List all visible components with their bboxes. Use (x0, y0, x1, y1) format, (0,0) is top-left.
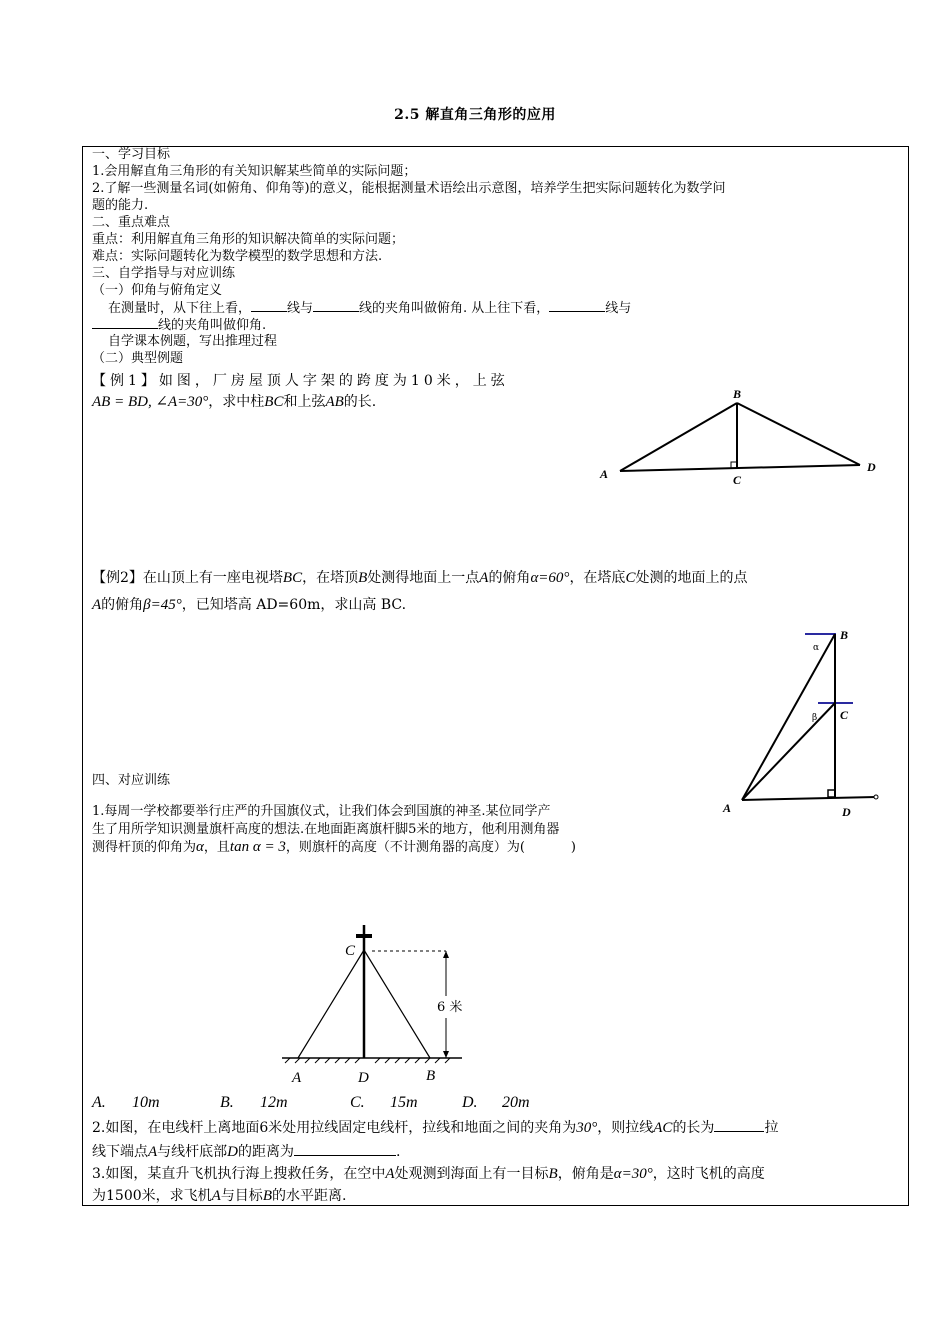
option-a[interactable]: A. 10m (92, 1094, 160, 1111)
option-b[interactable]: B. 12m (220, 1094, 288, 1111)
definition-line-1: 在测量时，从下往上看， 线与 线的夹角叫做俯角. 从上往下看， 线与 (108, 301, 632, 316)
blank-input[interactable] (714, 1119, 764, 1132)
q2-line1: 2.如图，在电线杆上离地面6米处用拉线固定电线杆，拉线和地面之间的夹角为30°，则拉线AC的长为 拉 (92, 1120, 779, 1136)
key-point: 重点：利用解直角三角形的知识解决简单的实际问题； (92, 232, 405, 247)
q3-line2: 为1500米，求飞机A与目标B的水平距离. (92, 1188, 347, 1204)
example1-line2: AB = BD, ∠A=30°，求中柱BC和上弦AB的长. (92, 394, 377, 410)
label-b: B (733, 387, 742, 401)
example1-line1: 【例1】如图，厂房屋顶人字架的跨度为10米，上弦 (92, 373, 509, 389)
line-ac (298, 950, 364, 1058)
q1-line2: 生了用所学知识测量旗杆高度的想法.在地面距离旗杆脚5米的地方，他利用测角器 (92, 822, 560, 837)
arrowhead-up (443, 951, 449, 958)
height-label: 6 米 (437, 1000, 463, 1015)
section1-heading: 一、学习目标 (92, 147, 171, 162)
label-d: D (842, 805, 851, 819)
difficult-point: 难点：实际问题转化为数学模型的数学思想和方法. (92, 249, 383, 264)
q2-line2: 线下端点A与线杆底部D的距离为 . (92, 1144, 401, 1160)
line-bc (364, 950, 430, 1058)
goal-2a: 2.了解一些测量名词(如俯角、仰角等)的意义，能根据测量术语绘出示意图，培养学生把实际问题转化为数学问 (92, 181, 726, 196)
label-d: D (358, 1070, 369, 1086)
page-title: 2.5 解直角三角形的应用 (394, 107, 556, 123)
label-a: A (292, 1070, 302, 1086)
label-alpha: α (813, 643, 820, 653)
goal-2b: 题的能力. (92, 198, 149, 213)
option-d[interactable]: D. 20m (462, 1094, 530, 1111)
arrowhead-down (443, 1051, 449, 1058)
label-c: C (840, 708, 849, 722)
definition-line-2: 线的夹角叫做仰角. (92, 316, 266, 334)
example2-line2: A的俯角β=45°，已知塔高 AD=60m，求山高 BC. (92, 597, 407, 613)
self-study-note: 自学课本例题，写出推理过程 (108, 334, 278, 349)
label-a: A (600, 467, 609, 481)
blank-input[interactable] (294, 1143, 396, 1156)
goal-1: 1.会用解直角三角形的有关知识解某些简单的实际问题； (92, 164, 417, 179)
section3-heading: 三、自学指导与对应训练 (92, 266, 236, 281)
q1-options (92, 1094, 562, 1111)
q1-line3: 测得杆顶的仰角为α，且tan α = 3，则旗杆的高度（不计测角器的高度）为( ) (92, 839, 576, 855)
q3-line1: 3.如图，某直升飞机执行海上搜救任务，在空中A处观测到海面上有一目标B，俯角是α=30°，这时飞机的高度 (92, 1166, 765, 1182)
subsection-definitions: （一）仰角与俯角定义 (92, 283, 223, 298)
label-c: C (733, 473, 742, 487)
section4-heading: 四、对应训练 (92, 773, 171, 788)
option-c[interactable]: C. 15m (350, 1094, 418, 1111)
q1-line1: 1.每周一学校都要举行庄严的升国旗仪式，让我们体会到国旗的神圣.某位同学产 (92, 804, 551, 819)
label-a: A (723, 801, 732, 815)
label-c: C (345, 943, 356, 959)
example2-line1: 【例2】在山顶上有一座电视塔BC，在塔顶B处测得地面上一点A的俯角α=60°，在塔底C处测的地面上的点 (92, 570, 748, 586)
section2-heading: 二、重点难点 (92, 215, 171, 230)
label-b: B (426, 1068, 436, 1084)
flag-top (356, 934, 372, 938)
label-beta: β (812, 713, 818, 723)
label-b: B (840, 628, 849, 642)
subsection-examples: （二）典型例题 (92, 351, 184, 366)
label-d: D (867, 460, 876, 474)
